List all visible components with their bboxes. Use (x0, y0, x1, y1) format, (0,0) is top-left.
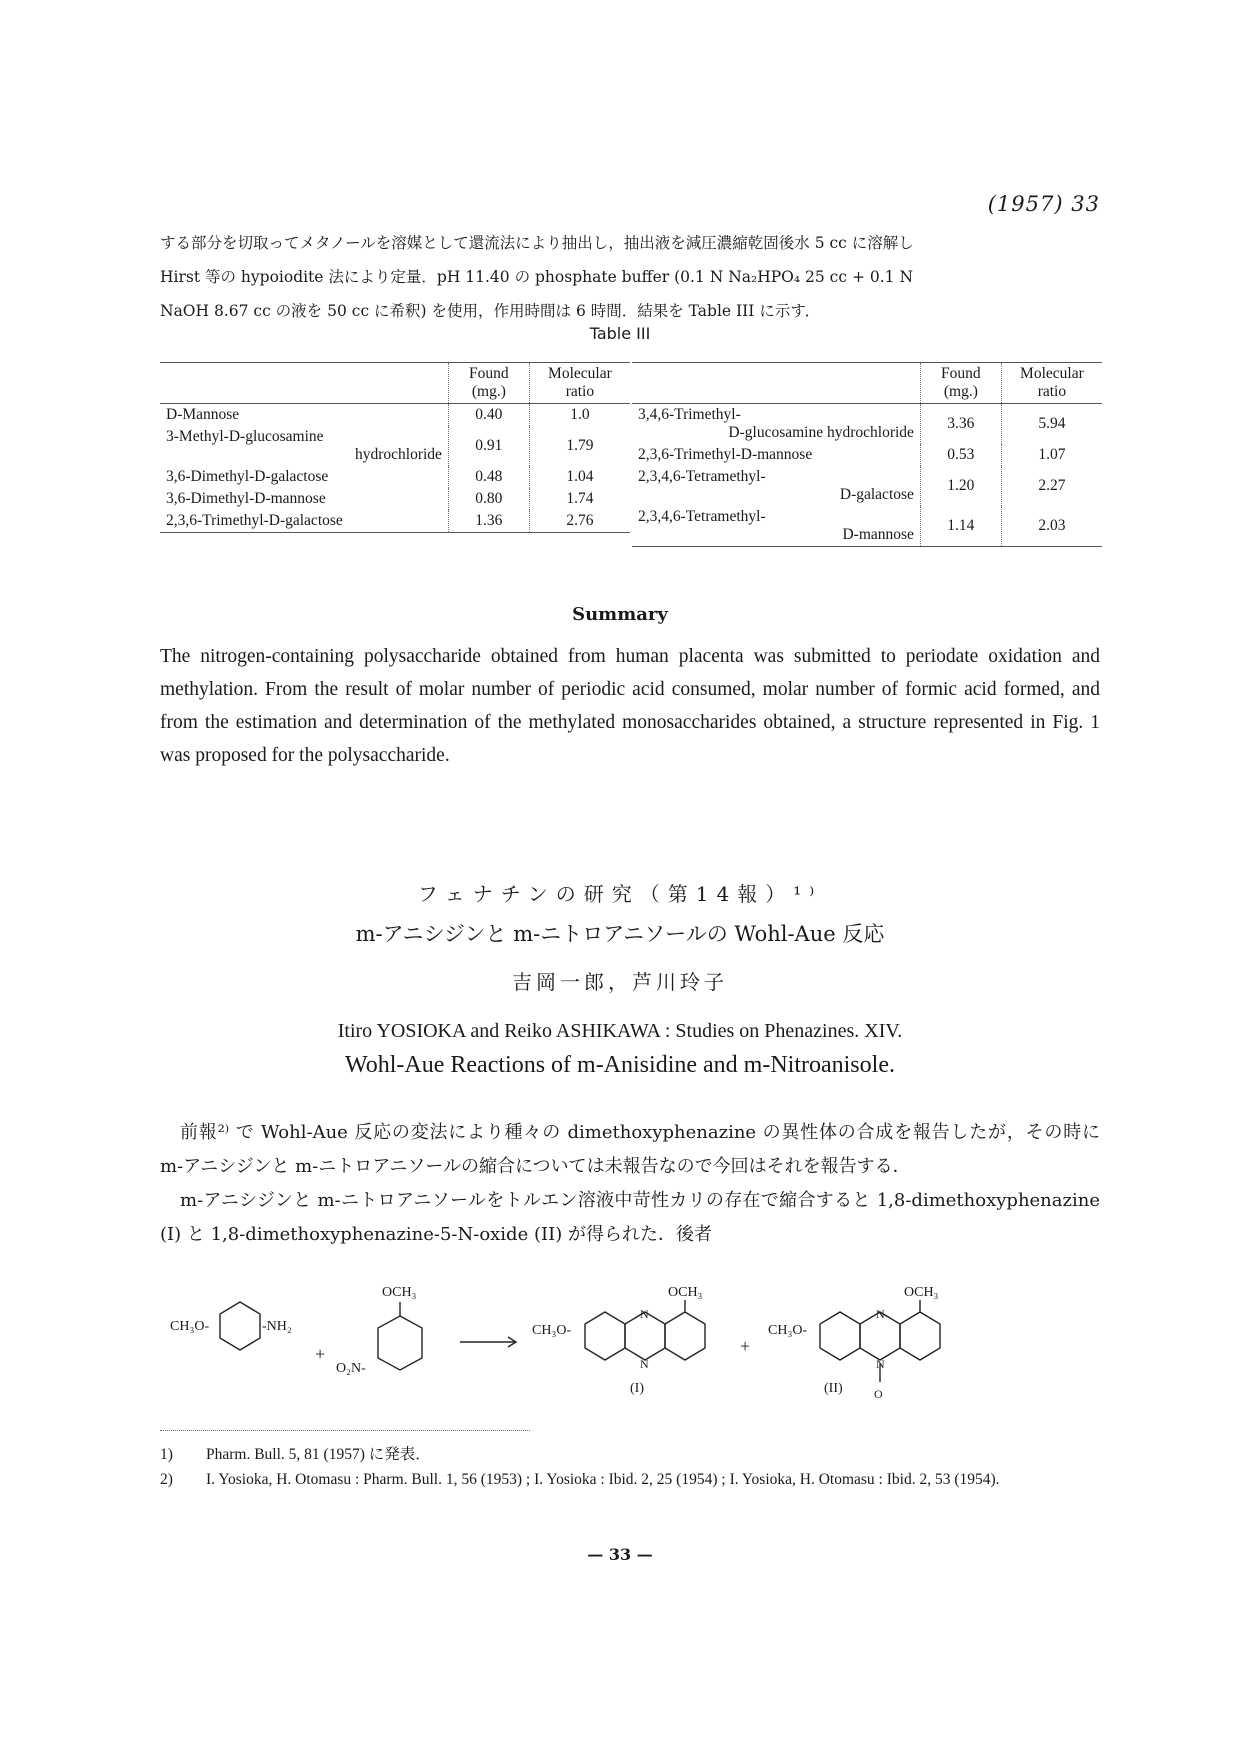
found-value: 0.91 (448, 426, 529, 466)
footnote (160, 1467, 1100, 1492)
compound-name: 2,3,6-Trimethyl-D-mannose (638, 446, 813, 463)
plus-sign: + (740, 1336, 751, 1356)
found-value: 1.36 (448, 510, 529, 533)
table-row (160, 488, 630, 510)
reaction-scheme (160, 1282, 1100, 1422)
found-value: 3.36 (920, 404, 1001, 445)
table-right (632, 362, 1102, 547)
found-value: 1.20 (920, 466, 1001, 506)
compound-name: 3-Methyl-D-glucosamine (166, 428, 324, 445)
compound-name-cont: D-glucosamine hydrochloride (728, 424, 914, 441)
table-row (632, 506, 1102, 547)
header-found-unit: (mg.) (943, 383, 978, 400)
reactant-nitroanisole (378, 1302, 422, 1370)
product2-n-top: N (876, 1307, 885, 1321)
compound-name: 3,6-Dimethyl-D-mannose (166, 490, 326, 507)
ratio-value: 5.94 (1001, 404, 1102, 445)
product2-label: (II) (824, 1381, 843, 1396)
table-row (632, 444, 1102, 466)
table-left (160, 362, 630, 533)
footnote-text: Pharm. Bull. 5, 81 (1957) に発表． (206, 1446, 431, 1463)
header-found: Found (469, 365, 509, 382)
product1-substituent: CH₃O- (532, 1323, 572, 1338)
product1-top: OCH₃ (668, 1285, 703, 1300)
table-row (160, 510, 630, 533)
summary-text: The nitrogen-containing polysaccharide obtained from human placenta was submitted to periodate oxidation and methylation. From the result of molar number of periodic acid consumed, molar number of formic acid formed, and from the estimation and determination of the methylated monosaccharides obtained, a structure represented in Fig. 1 was proposed for the polysaccharide. (160, 646, 1100, 766)
ratio-value: 1.04 (529, 466, 630, 488)
footnote-label: 2) (160, 1471, 173, 1488)
table-row (632, 466, 1102, 506)
compound-name: 3,4,6-Trimethyl- (638, 406, 741, 423)
summary-heading: Summary (572, 604, 668, 625)
body-text (160, 1116, 1100, 1252)
ratio-value: 1.0 (529, 404, 630, 427)
ratio-value: 2.03 (1001, 506, 1102, 547)
compound-name-cont: hydrochloride (354, 446, 442, 463)
footnote-label: 1) (160, 1446, 173, 1463)
header-ratio-2: ratio (1037, 383, 1067, 400)
compound-name: D-Mannose (166, 406, 240, 423)
running-header (988, 192, 1100, 216)
body-paragraph: m-アニシジンと m-ニトロアニソールをトルエン溶液中苛性カリの存在で縮合すると 1,8-dimethoxyphenazine (I) と 1,8-dimethoxyphenazine-5-N-oxide (II) が得られた．後者 (160, 1190, 1100, 1245)
found-value: 0.53 (920, 444, 1001, 466)
footnote-text: I. Yosioka, H. Otomasu : Pharm. Bull. 1, 56 (1953) ; I. Yosioka : Ibid. 2, 25 (1954) ; I. Yosioka, H. Otomasu : Ibid. 2, 53 (1954). (206, 1471, 1000, 1488)
reactant1-group: -NH₂ (262, 1319, 292, 1334)
ratio-value: 2.76 (529, 510, 630, 533)
table-row (160, 466, 630, 488)
product1-n-bottom: N (640, 1357, 649, 1371)
intro-paragraph (160, 226, 1100, 328)
compound-name: 2,3,6-Trimethyl-D-galactose (166, 512, 343, 529)
header-ratio: Molecular (548, 365, 612, 382)
found-value: 0.40 (448, 404, 529, 427)
product2-oxide: O (874, 1387, 883, 1401)
header-year: (1957) (987, 192, 1064, 216)
ratio-value: 1.07 (1001, 444, 1102, 466)
body-paragraph: 前報²⁾ で Wohl-Aue 反応の変法により種々の dimethoxyphenazine の異性体の合成を報告したが，その時に m-アニシジンと m-ニトロアニソールの縮合については未報告なので今回はそれを報告する． (160, 1122, 1100, 1177)
product1-n-top: N (640, 1307, 649, 1321)
table-caption: Table III (589, 324, 651, 343)
intro-line: NaOH 8.67 cc の液を 50 cc に希釈) を使用，作用時間は 6 時間．結果を Table III に示す． (160, 302, 821, 320)
intro-line: する部分を切取ってメタノールを溶媒として還流法により抽出し，抽出液を減圧濃縮乾固後水 5 cc に溶解し (160, 234, 914, 252)
intro-line: Hirst 等の hypoiodite 法により定量．pH 11.40 の phosphate buffer (0.1 N Na₂HPO₄ 25 cc + 0.1 N (160, 268, 914, 286)
footnotes (160, 1442, 1100, 1492)
compound-name-cont: D-mannose (842, 526, 914, 543)
authors-ja: 吉岡一郎，芦川玲子 (512, 970, 728, 994)
product2-n-bottom: N (876, 1357, 885, 1371)
article-title-en-line2: Wohl-Aue Reactions of m-Anisidine and m-Nitroanisole. (345, 1052, 895, 1078)
series-title: フェナチンの研究（第14報）¹⁾ (417, 882, 823, 906)
product2-top: OCH₃ (904, 1285, 939, 1300)
footnote-divider (160, 1430, 530, 1431)
reaction-arrow (460, 1337, 516, 1347)
ratio-value: 2.27 (1001, 466, 1102, 506)
table-row (632, 404, 1102, 445)
found-value: 1.14 (920, 506, 1001, 547)
table-row (160, 404, 630, 427)
product1-label: (I) (630, 1381, 644, 1396)
header-found: Found (941, 365, 981, 382)
reactant-anisidine (220, 1302, 260, 1350)
header-ratio: Molecular (1020, 365, 1084, 382)
compound-name-cont: D-galactose (839, 486, 914, 503)
compound-name: 2,3,4,6-Tetramethyl- (638, 468, 766, 485)
table-row (160, 426, 630, 466)
reactant2-top: OCH₃ (382, 1285, 417, 1300)
header-ratio-2: ratio (565, 383, 595, 400)
header-page: 33 (1071, 192, 1100, 216)
ratio-value: 1.74 (529, 488, 630, 510)
article-title-ja: m-アニシジンと m-ニトロアニソールの Wohl-Aue 反応 (355, 922, 885, 946)
ratio-value: 1.79 (529, 426, 630, 466)
footnote (160, 1442, 1100, 1467)
reactant2-substituent: O₂N- (336, 1361, 366, 1376)
reactant1-substituent: CH₃O- (170, 1319, 210, 1334)
page-number: — 33 — (587, 1545, 653, 1564)
compound-name: 3,6-Dimethyl-D-galactose (166, 468, 329, 485)
found-value: 0.48 (448, 466, 529, 488)
plus-sign: + (315, 1344, 326, 1364)
product2-substituent: CH₃O- (768, 1323, 808, 1338)
found-value: 0.80 (448, 488, 529, 510)
header-found-unit: (mg.) (471, 383, 506, 400)
article-title-en-line1: Itiro YOSIOKA and Reiko ASHIKAWA : Studies on Phenazines. XIV. (337, 1020, 903, 1042)
compound-name: 2,3,4,6-Tetramethyl- (638, 508, 766, 525)
